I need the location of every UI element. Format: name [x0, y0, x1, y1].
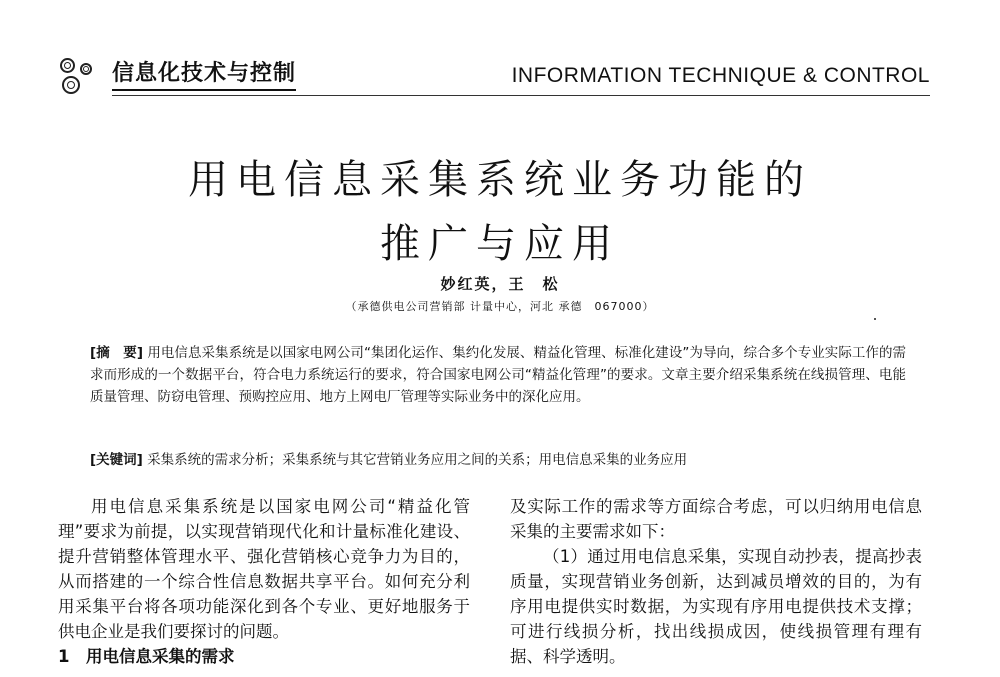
keywords-text: 采集系统的需求分析；采集系统与其它营销业务应用之间的关系；用电信息采集的业务应用: [142, 452, 688, 468]
abstract-label: [摘 要]: [90, 345, 143, 361]
article-title-line2: 推广与应用: [380, 221, 620, 267]
section-heading-1: 1 用电信息采集的需求: [58, 647, 235, 666]
abstract: [90, 342, 906, 408]
section-title-en: INFORMATION TECHNIQUE & CONTROL: [511, 64, 930, 87]
body-right-column: [510, 494, 922, 669]
abstract-text: 用电信息采集系统是以国家电网公司“集团化运作、集约化发展、精益化管理、标准化建设”为导向，综合多个专业实际工作的需求而形成的一个数据平台，符合电力系统运行的要求，符合国家电网公司“精益化管理”的要求。文章主要介绍采集系统在线损管理、电能质量管理、防窃电管理、预购控应用、地方上网电厂管理等实际业务中的深化应用。: [90, 345, 906, 405]
section-title-cn: 信息化技术与控制: [112, 61, 296, 91]
requirements-intro: 及实际工作的需求等方面综合考虑，可以归纳用电信息采集的主要需求如下：: [510, 497, 922, 541]
journal-logo-icon: [58, 56, 102, 96]
article-authors: 妙红英，王 松: [440, 275, 560, 293]
header-rule: [112, 95, 930, 96]
journal-header: [58, 56, 930, 96]
keywords: [90, 449, 906, 471]
article-title-line1: 用电信息采集系统业务功能的: [188, 157, 812, 203]
keywords-label: [关键词]: [90, 452, 143, 468]
requirement-item-1: （1）通过用电信息采集，实现自动抄表，提高抄表质量，实现营销业务创新，达到减员增效的目的，为有序用电提供实时数据，为实现有序用电提供技术支撑；可进行线损分析，找出线损成因，使线损管理有理有据、科学透明。: [510, 547, 922, 666]
stray-mark: [874, 318, 876, 320]
body-left-column: [58, 494, 470, 669]
intro-paragraph: 用电信息采集系统是以国家电网公司“精益化管理”要求为前提，以实现营销现代化和计量标准化建设、提升营销整体管理水平、强化营销核心竞争力为目的，从而搭建的一个综合性信息数据共享平台。如何充分利用采集平台将各项功能深化到各个专业、更好地服务于供电企业是我们要探讨的问题。: [58, 497, 470, 641]
article-affiliation: （承德供电公司营销部 计量中心，河北 承德 067000）: [345, 300, 655, 313]
